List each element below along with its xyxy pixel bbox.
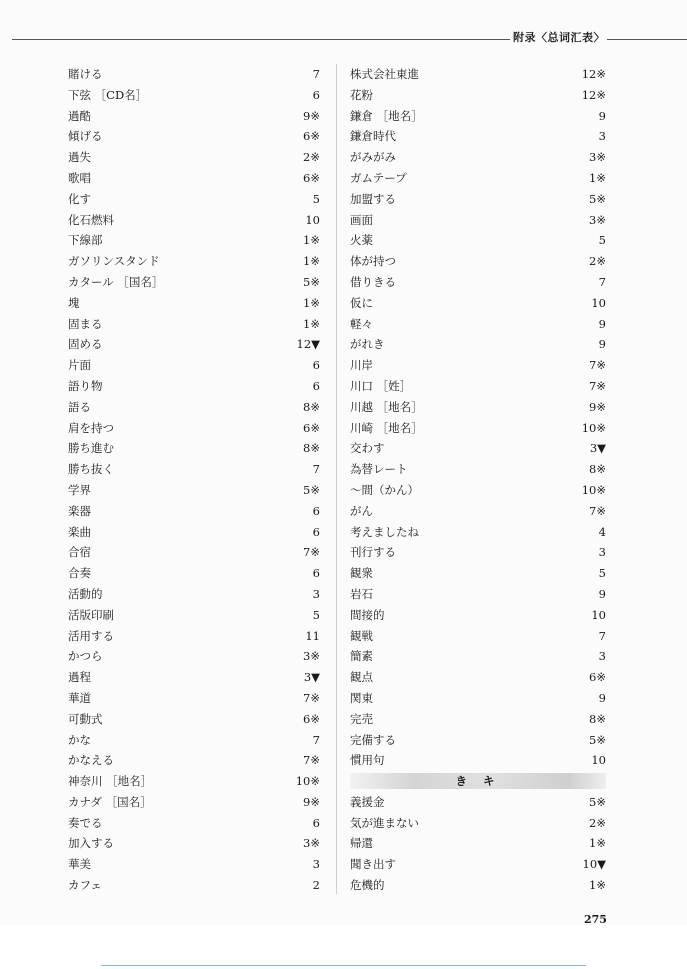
entry-term: 鎌倉 ［地名］	[350, 108, 423, 123]
entry-lesson-number: 6※	[303, 129, 320, 144]
vocab-entry	[350, 854, 606, 875]
vocab-entry	[68, 875, 330, 896]
entry-term: 肩を持つ	[68, 420, 114, 435]
entry-term: 華美	[68, 857, 91, 872]
entry-lesson-number: 8※	[589, 462, 606, 477]
entry-term: カフェ	[68, 878, 102, 893]
entry-term: 塊	[68, 295, 80, 310]
vocab-entry	[350, 376, 606, 397]
entry-lesson-number: 6※	[303, 170, 320, 185]
vocab-entry	[350, 730, 606, 751]
vocab-entry	[68, 126, 330, 147]
vocab-entry	[68, 605, 330, 626]
vocab-entry	[68, 563, 330, 584]
entry-term: 岩石	[350, 586, 373, 601]
entry-term: がん	[350, 503, 373, 518]
vocab-entry	[68, 709, 330, 730]
entry-term: 川越 ［地名］	[350, 399, 423, 414]
entry-term: 加盟する	[350, 191, 396, 206]
entry-lesson-number: 12▼	[296, 337, 320, 352]
entry-term: 関東	[350, 690, 373, 705]
entry-term: ～間（かん）	[350, 482, 419, 497]
vocab-entry	[68, 792, 330, 813]
entry-term: 完備する	[350, 732, 396, 747]
entry-lesson-number: 3	[598, 129, 606, 144]
entry-lesson-number: 5	[312, 191, 320, 206]
entry-term: 勝ち進む	[68, 441, 114, 456]
entry-term: 観戦	[350, 628, 373, 643]
entry-term: 体が持つ	[350, 254, 396, 269]
entry-term: 借りきる	[350, 274, 396, 289]
entry-term: 活動的	[68, 586, 103, 601]
entry-lesson-number: 10	[591, 295, 606, 310]
entry-lesson-number: 7※	[589, 503, 606, 518]
entry-lesson-number: 7	[598, 274, 606, 289]
entry-lesson-number: 9	[598, 337, 606, 352]
entry-term: 交わす	[350, 441, 385, 456]
entry-term: 下弦 ［CD名］	[68, 87, 148, 102]
header-rule-right	[607, 39, 687, 40]
entry-lesson-number: 10	[591, 607, 606, 622]
entry-lesson-number: 6	[312, 524, 320, 539]
section-header-label: き キ	[455, 774, 501, 789]
vocab-entry	[350, 563, 606, 584]
vocab-entry	[350, 64, 606, 85]
entry-lesson-number: 8※	[303, 441, 320, 456]
vocab-entry	[350, 355, 606, 376]
vocab-entry	[68, 64, 330, 85]
vocab-entry	[350, 418, 606, 439]
vocab-entry	[68, 168, 330, 189]
entry-lesson-number: 6	[312, 87, 320, 102]
vocab-entry	[68, 314, 330, 335]
vocab-entry	[68, 522, 330, 543]
vocab-entry	[68, 459, 330, 480]
vocab-entry	[350, 709, 606, 730]
entry-lesson-number: 3※	[589, 212, 606, 227]
entry-term: ガムテープ	[350, 170, 407, 185]
entry-lesson-number: 3	[598, 649, 606, 664]
vocab-entry	[68, 480, 330, 501]
vocab-entry	[68, 251, 330, 272]
entry-lesson-number: 6	[312, 378, 320, 393]
vocab-entry	[350, 522, 606, 543]
entry-lesson-number: 3	[312, 857, 320, 872]
vocab-entry	[350, 147, 606, 168]
entry-term: 危機的	[350, 878, 385, 893]
vocab-entry	[350, 688, 606, 709]
entry-lesson-number: 1※	[303, 254, 320, 269]
entry-lesson-number: 11	[305, 628, 320, 643]
entry-lesson-number: 3▼	[303, 670, 320, 685]
vocab-entry	[68, 501, 330, 522]
entry-lesson-number: 4	[598, 524, 606, 539]
entry-lesson-number: 9※	[303, 794, 320, 809]
entry-term: 花粉	[350, 87, 373, 102]
vocab-entry	[68, 334, 330, 355]
entry-term: 過失	[68, 150, 91, 165]
vocab-entry	[68, 438, 330, 459]
entry-lesson-number: 9	[598, 108, 606, 123]
vocab-entry	[68, 688, 330, 709]
vocab-entry	[350, 189, 606, 210]
header-rule-left	[12, 39, 510, 40]
entry-term: 語り物	[68, 378, 103, 393]
vocab-entry	[68, 730, 330, 751]
entry-lesson-number: 6※	[589, 670, 606, 685]
entry-lesson-number: 2※	[589, 815, 606, 830]
entry-term: 気が進まない	[350, 815, 419, 830]
vocab-entry	[350, 334, 606, 355]
page-header-title: 附录〈总词汇表〉	[513, 31, 605, 44]
entry-term: 観点	[350, 670, 373, 685]
entry-term: 川岸	[350, 358, 373, 373]
entry-term: 傾げる	[68, 129, 103, 144]
entry-lesson-number: 7※	[303, 690, 320, 705]
entry-term: 片面	[68, 358, 91, 373]
entry-term: 歌唱	[68, 170, 91, 185]
entry-lesson-number: 2※	[589, 254, 606, 269]
entry-lesson-number: 9※	[303, 108, 320, 123]
entry-term: 聞き出す	[350, 857, 396, 872]
vocab-entry	[68, 854, 330, 875]
vocab-entry	[68, 646, 330, 667]
entry-lesson-number: 10※	[295, 774, 320, 789]
entry-lesson-number: 2※	[303, 150, 320, 165]
vocab-entry	[350, 875, 606, 896]
entry-lesson-number: 7※	[303, 753, 320, 768]
entry-term: カタール ［国名］	[68, 274, 164, 289]
entry-lesson-number: 6	[312, 566, 320, 581]
entry-term: 川崎 ［地名］	[350, 420, 423, 435]
entry-term: 楽曲	[68, 524, 91, 539]
vocab-entry	[68, 397, 330, 418]
entry-term: 完売	[350, 711, 373, 726]
entry-lesson-number: 3※	[303, 649, 320, 664]
vocab-entry	[68, 833, 330, 854]
entry-term: 固まる	[68, 316, 103, 331]
entry-lesson-number: 10	[305, 212, 320, 227]
entry-term: がみがみ	[350, 150, 396, 165]
vocab-entry	[350, 480, 606, 501]
entry-lesson-number: 5※	[303, 482, 320, 497]
vocab-entry	[350, 501, 606, 522]
entry-lesson-number: 3※	[303, 836, 320, 851]
entry-term: 間接的	[350, 607, 385, 622]
entry-lesson-number: 10	[591, 753, 606, 768]
entry-term: 観衆	[350, 566, 373, 581]
entry-lesson-number: 10※	[581, 482, 606, 497]
entry-term: 神奈川 ［地名］	[68, 774, 153, 789]
entry-term: かつら	[68, 649, 103, 664]
entry-term: がれき	[350, 337, 385, 352]
entry-term: 賭ける	[68, 67, 103, 81]
vocab-entry	[350, 813, 606, 834]
vocab-entry	[68, 418, 330, 439]
vocab-entry	[350, 438, 606, 459]
vocab-entry	[350, 646, 606, 667]
entry-lesson-number: 7	[598, 628, 606, 643]
entry-lesson-number: 1※	[589, 170, 606, 185]
column-divider	[336, 64, 337, 894]
entry-term: 過酷	[68, 108, 91, 123]
vocab-entry	[68, 147, 330, 168]
vocab-entry	[350, 210, 606, 231]
vocab-entry	[350, 626, 606, 647]
entry-lesson-number: 6	[312, 503, 320, 518]
entry-term: 過程	[68, 670, 91, 685]
vocab-entry	[350, 85, 606, 106]
entry-lesson-number: 1※	[589, 878, 606, 893]
entry-term: 合宿	[68, 545, 91, 560]
entry-term: 加入する	[68, 836, 114, 851]
entry-lesson-number: 2	[312, 878, 320, 893]
vocab-entry	[350, 251, 606, 272]
entry-term: 株式会社東進	[350, 67, 419, 81]
entry-lesson-number: 5	[312, 607, 320, 622]
entry-term: 華道	[68, 690, 91, 705]
entry-lesson-number: 6	[312, 358, 320, 373]
vocab-entry	[350, 230, 606, 251]
vocab-entry	[68, 813, 330, 834]
entry-lesson-number: 1※	[303, 316, 320, 331]
entry-term: 為替レート	[350, 462, 408, 477]
entry-term: カナダ ［国名］	[68, 794, 152, 809]
entry-lesson-number: 12※	[581, 67, 606, 81]
entry-lesson-number: 5※	[303, 274, 320, 289]
entry-lesson-number: 3	[598, 545, 606, 560]
entry-lesson-number: 6※	[303, 711, 320, 726]
entry-term: 固める	[68, 337, 103, 352]
entry-term: 義援金	[350, 794, 385, 809]
entry-lesson-number: 7	[312, 462, 320, 477]
entry-lesson-number: 3※	[589, 150, 606, 165]
entry-term: 合奏	[68, 566, 91, 581]
entry-term: 化石燃料	[68, 212, 114, 227]
entry-lesson-number: 1※	[303, 233, 320, 248]
vocab-entry	[68, 106, 330, 127]
entry-lesson-number: 9※	[589, 399, 606, 414]
entry-lesson-number: 7※	[589, 358, 606, 373]
entry-lesson-number: 1※	[303, 295, 320, 310]
vocab-entry	[68, 584, 330, 605]
vocab-entry	[350, 168, 606, 189]
entry-term: 簡素	[350, 649, 373, 664]
entry-term: 考えましたね	[350, 524, 419, 539]
entry-term: 川口 ［姓］	[350, 378, 412, 393]
left-column	[68, 64, 330, 896]
entry-lesson-number: 10▼	[582, 857, 606, 872]
vocab-entry	[68, 272, 330, 293]
entry-term: かな	[68, 732, 91, 747]
entry-term: 奏でる	[68, 815, 103, 830]
vocab-entry	[350, 750, 606, 771]
entry-lesson-number: 5	[598, 566, 606, 581]
entry-term: 下線部	[68, 233, 103, 248]
bottom-blue-rule	[101, 965, 586, 966]
vocab-entry	[68, 85, 330, 106]
vocab-entry	[350, 293, 606, 314]
vocab-entry	[350, 126, 606, 147]
entry-term: 活版印刷	[68, 607, 114, 622]
entry-lesson-number: 6	[312, 815, 320, 830]
entry-term: 帰還	[350, 836, 373, 851]
entry-term: 仮に	[350, 295, 373, 310]
entry-lesson-number: 9	[598, 316, 606, 331]
vocab-entry	[68, 230, 330, 251]
vocab-entry	[350, 584, 606, 605]
page-number: 275	[584, 913, 607, 926]
entry-term: 化す	[68, 191, 91, 206]
entry-lesson-number: 9	[598, 690, 606, 705]
entry-lesson-number: 7	[312, 67, 320, 81]
entry-term: 楽器	[68, 503, 91, 518]
entry-lesson-number: 7※	[589, 378, 606, 393]
entry-term: かなえる	[68, 753, 114, 768]
vocab-entry	[350, 833, 606, 854]
entry-lesson-number: 3	[312, 586, 320, 601]
vocab-entry	[350, 459, 606, 480]
entry-lesson-number: 5	[598, 233, 606, 248]
vocab-entry	[350, 542, 606, 563]
vocab-entry	[350, 667, 606, 688]
vocab-entry	[350, 272, 606, 293]
right-column	[350, 64, 606, 896]
vocab-entry	[350, 397, 606, 418]
entry-term: 軽々	[350, 316, 373, 331]
vocab-entry	[350, 314, 606, 335]
vocab-entry	[68, 771, 330, 792]
vocab-entry	[350, 106, 606, 127]
entry-lesson-number: 10※	[581, 420, 606, 435]
vocab-entry	[68, 376, 330, 397]
entry-lesson-number: 7※	[303, 545, 320, 560]
entry-term: 火薬	[350, 233, 373, 248]
vocab-entry	[68, 210, 330, 231]
kana-section-header	[350, 771, 606, 792]
entry-lesson-number: 5※	[589, 191, 606, 206]
entry-term: 語る	[68, 399, 91, 414]
vocab-entry	[68, 542, 330, 563]
entry-lesson-number: 1※	[589, 836, 606, 851]
entry-lesson-number: 12※	[581, 87, 606, 102]
entry-lesson-number: 8※	[303, 399, 320, 414]
entry-term: ガソリンスタンド	[68, 254, 160, 269]
entry-lesson-number: 8※	[589, 711, 606, 726]
entry-lesson-number: 7	[312, 732, 320, 747]
vocab-entry	[68, 293, 330, 314]
vocab-entry	[68, 189, 330, 210]
vocab-entry	[68, 355, 330, 376]
entry-term: 鎌倉時代	[350, 129, 396, 144]
entry-term: 慣用句	[350, 753, 385, 768]
entry-lesson-number: 3▼	[589, 441, 606, 456]
entry-lesson-number: 5※	[589, 732, 606, 747]
entry-lesson-number: 5※	[589, 794, 606, 809]
entry-term: 学界	[68, 482, 91, 497]
entry-term: 刊行する	[350, 545, 396, 560]
entry-lesson-number: 9	[598, 586, 606, 601]
vocab-entry	[350, 605, 606, 626]
vocab-entry	[350, 792, 606, 813]
entry-term: 画面	[350, 212, 373, 227]
vocab-entry	[68, 750, 330, 771]
vocab-entry	[68, 626, 330, 647]
entry-term: 勝ち抜く	[68, 462, 114, 477]
entry-term: 可動式	[68, 711, 103, 726]
entry-lesson-number: 6※	[303, 420, 320, 435]
entry-term: 活用する	[68, 628, 114, 643]
vocab-entry	[68, 667, 330, 688]
